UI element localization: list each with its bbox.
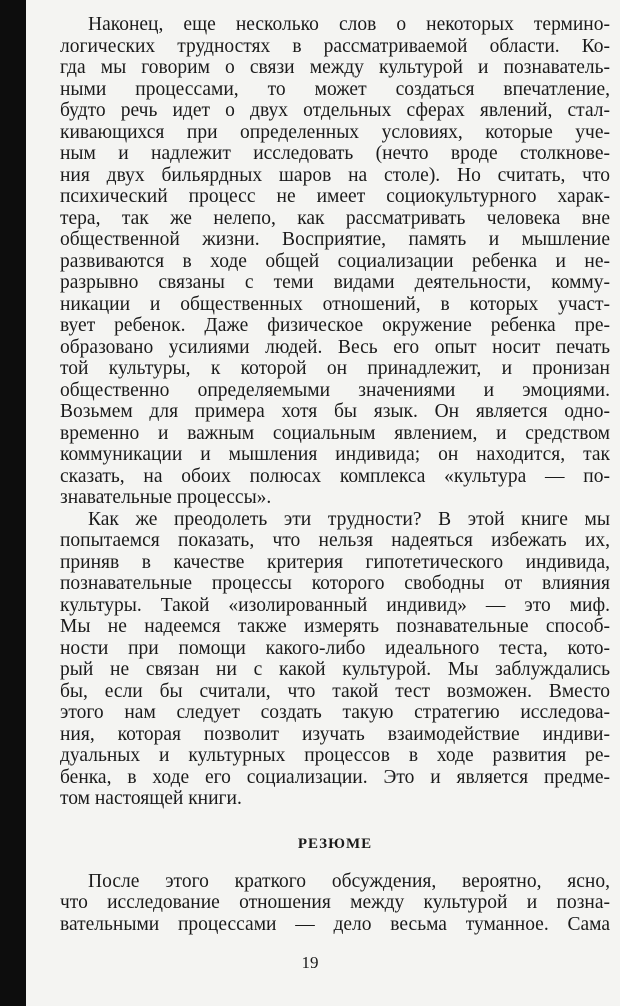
- text-line: разрывно связаны с теми видами деятельности, комму-: [60, 272, 610, 293]
- text-line: общественной жизни. Восприятие, память и мышление: [60, 229, 610, 250]
- paragraph-2: [60, 509, 610, 810]
- paragraph-3: [60, 871, 610, 936]
- text-line: знавательные процессы».: [60, 487, 272, 508]
- text-line: После этого краткого обсуждения, вероятно, ясно,: [88, 870, 610, 892]
- text-line: логических трудностях в рассматриваемой области. Ко-: [60, 35, 610, 57]
- text-line: никации и общественных отношений, в которых участ-: [60, 293, 610, 315]
- text-line: тера, так же нелепо, как рассматривать человека вне: [60, 207, 610, 229]
- text-line: той культуры, к которой он принадлежит, и пронизан: [60, 358, 610, 379]
- page-text: [60, 14, 610, 935]
- text-line: психический процесс не имеет социокультурного харак-: [60, 186, 610, 207]
- text-line: коммуникации и мышления индивида; он находится, так: [60, 444, 610, 465]
- paragraph-1: [60, 14, 610, 509]
- text-line: ными процессами, то может создаться впечатление,: [60, 78, 610, 100]
- text-line: вательными процессами — дело весьма туманное. Сама: [60, 913, 610, 935]
- text-line: Наконец, еще несколько слов о некоторых термино-: [88, 14, 610, 35]
- text-line: образовано усилиями людей. Весь его опыт носит печать: [60, 336, 610, 358]
- text-line: ным и надлежит исследовать (нечто вроде столкнове-: [60, 143, 610, 164]
- text-line: приняв в качестве критерия гипотетического индивида,: [60, 551, 610, 573]
- section-heading: РЕЗЮМЕ: [297, 835, 373, 852]
- text-line: развиваются в ходе общей социализации ребенка и не-: [60, 250, 610, 272]
- text-line: этого нам следует создать такую стратегию исследова-: [60, 702, 610, 723]
- text-line: будто речь идет о двух отдельных сферах явлений, стал-: [60, 100, 610, 121]
- text-line: ния двух бильярдных шаров на столе). Но считать, что: [60, 164, 610, 186]
- text-line: гда мы говорим о связи между культурой и познаватель-: [60, 57, 610, 78]
- text-line: том настоящей книги.: [60, 788, 242, 809]
- text-line: ности при помощи какого-либо идеального теста, кото-: [60, 637, 610, 659]
- text-line: сказать, на обоих полюсах комплекса «культура — по-: [60, 465, 610, 487]
- text-line: Мы не надеемся также измерять познавательные способ-: [60, 616, 610, 637]
- text-line: бенка, в ходе его социализации. Это и является предме-: [60, 766, 610, 788]
- text-line: Возьмем для примера хотя бы язык. Он является одно-: [60, 401, 610, 422]
- text-line: общественно определяемыми значениями и эмоциями.: [60, 379, 610, 401]
- text-line: ния, которая позволит изучать взаимодействие индиви-: [60, 723, 610, 745]
- page-number: 19: [301, 953, 319, 972]
- text-line: бы, если бы считали, что такой тест возможен. Вместо: [60, 680, 610, 702]
- text-line: временно и важным социальным явлением, и средством: [60, 422, 610, 444]
- text-line: рый не связан ни с какой культурой. Мы заблуждались: [60, 659, 610, 680]
- text-line: Как же преодолеть эти трудности? В этой книге мы: [88, 508, 610, 530]
- text-line: вует ребенок. Даже физическое окружение ребенка пре-: [60, 315, 610, 336]
- text-line: дуальных и культурных процессов в ходе развития ре-: [60, 745, 610, 766]
- text-line: попытаемся показать, что нельзя надеяться избежать их,: [60, 530, 610, 551]
- text-line: что исследование отношения между культурой и позна-: [60, 892, 610, 913]
- text-line: культуры. Такой «изолированный индивид» — это миф.: [60, 594, 610, 616]
- book-spine-shadow: [0, 0, 26, 1006]
- text-line: познавательные процессы которого свободны от влияния: [60, 573, 610, 594]
- text-line: кивающихся при определенных условиях, которые уче-: [60, 121, 610, 143]
